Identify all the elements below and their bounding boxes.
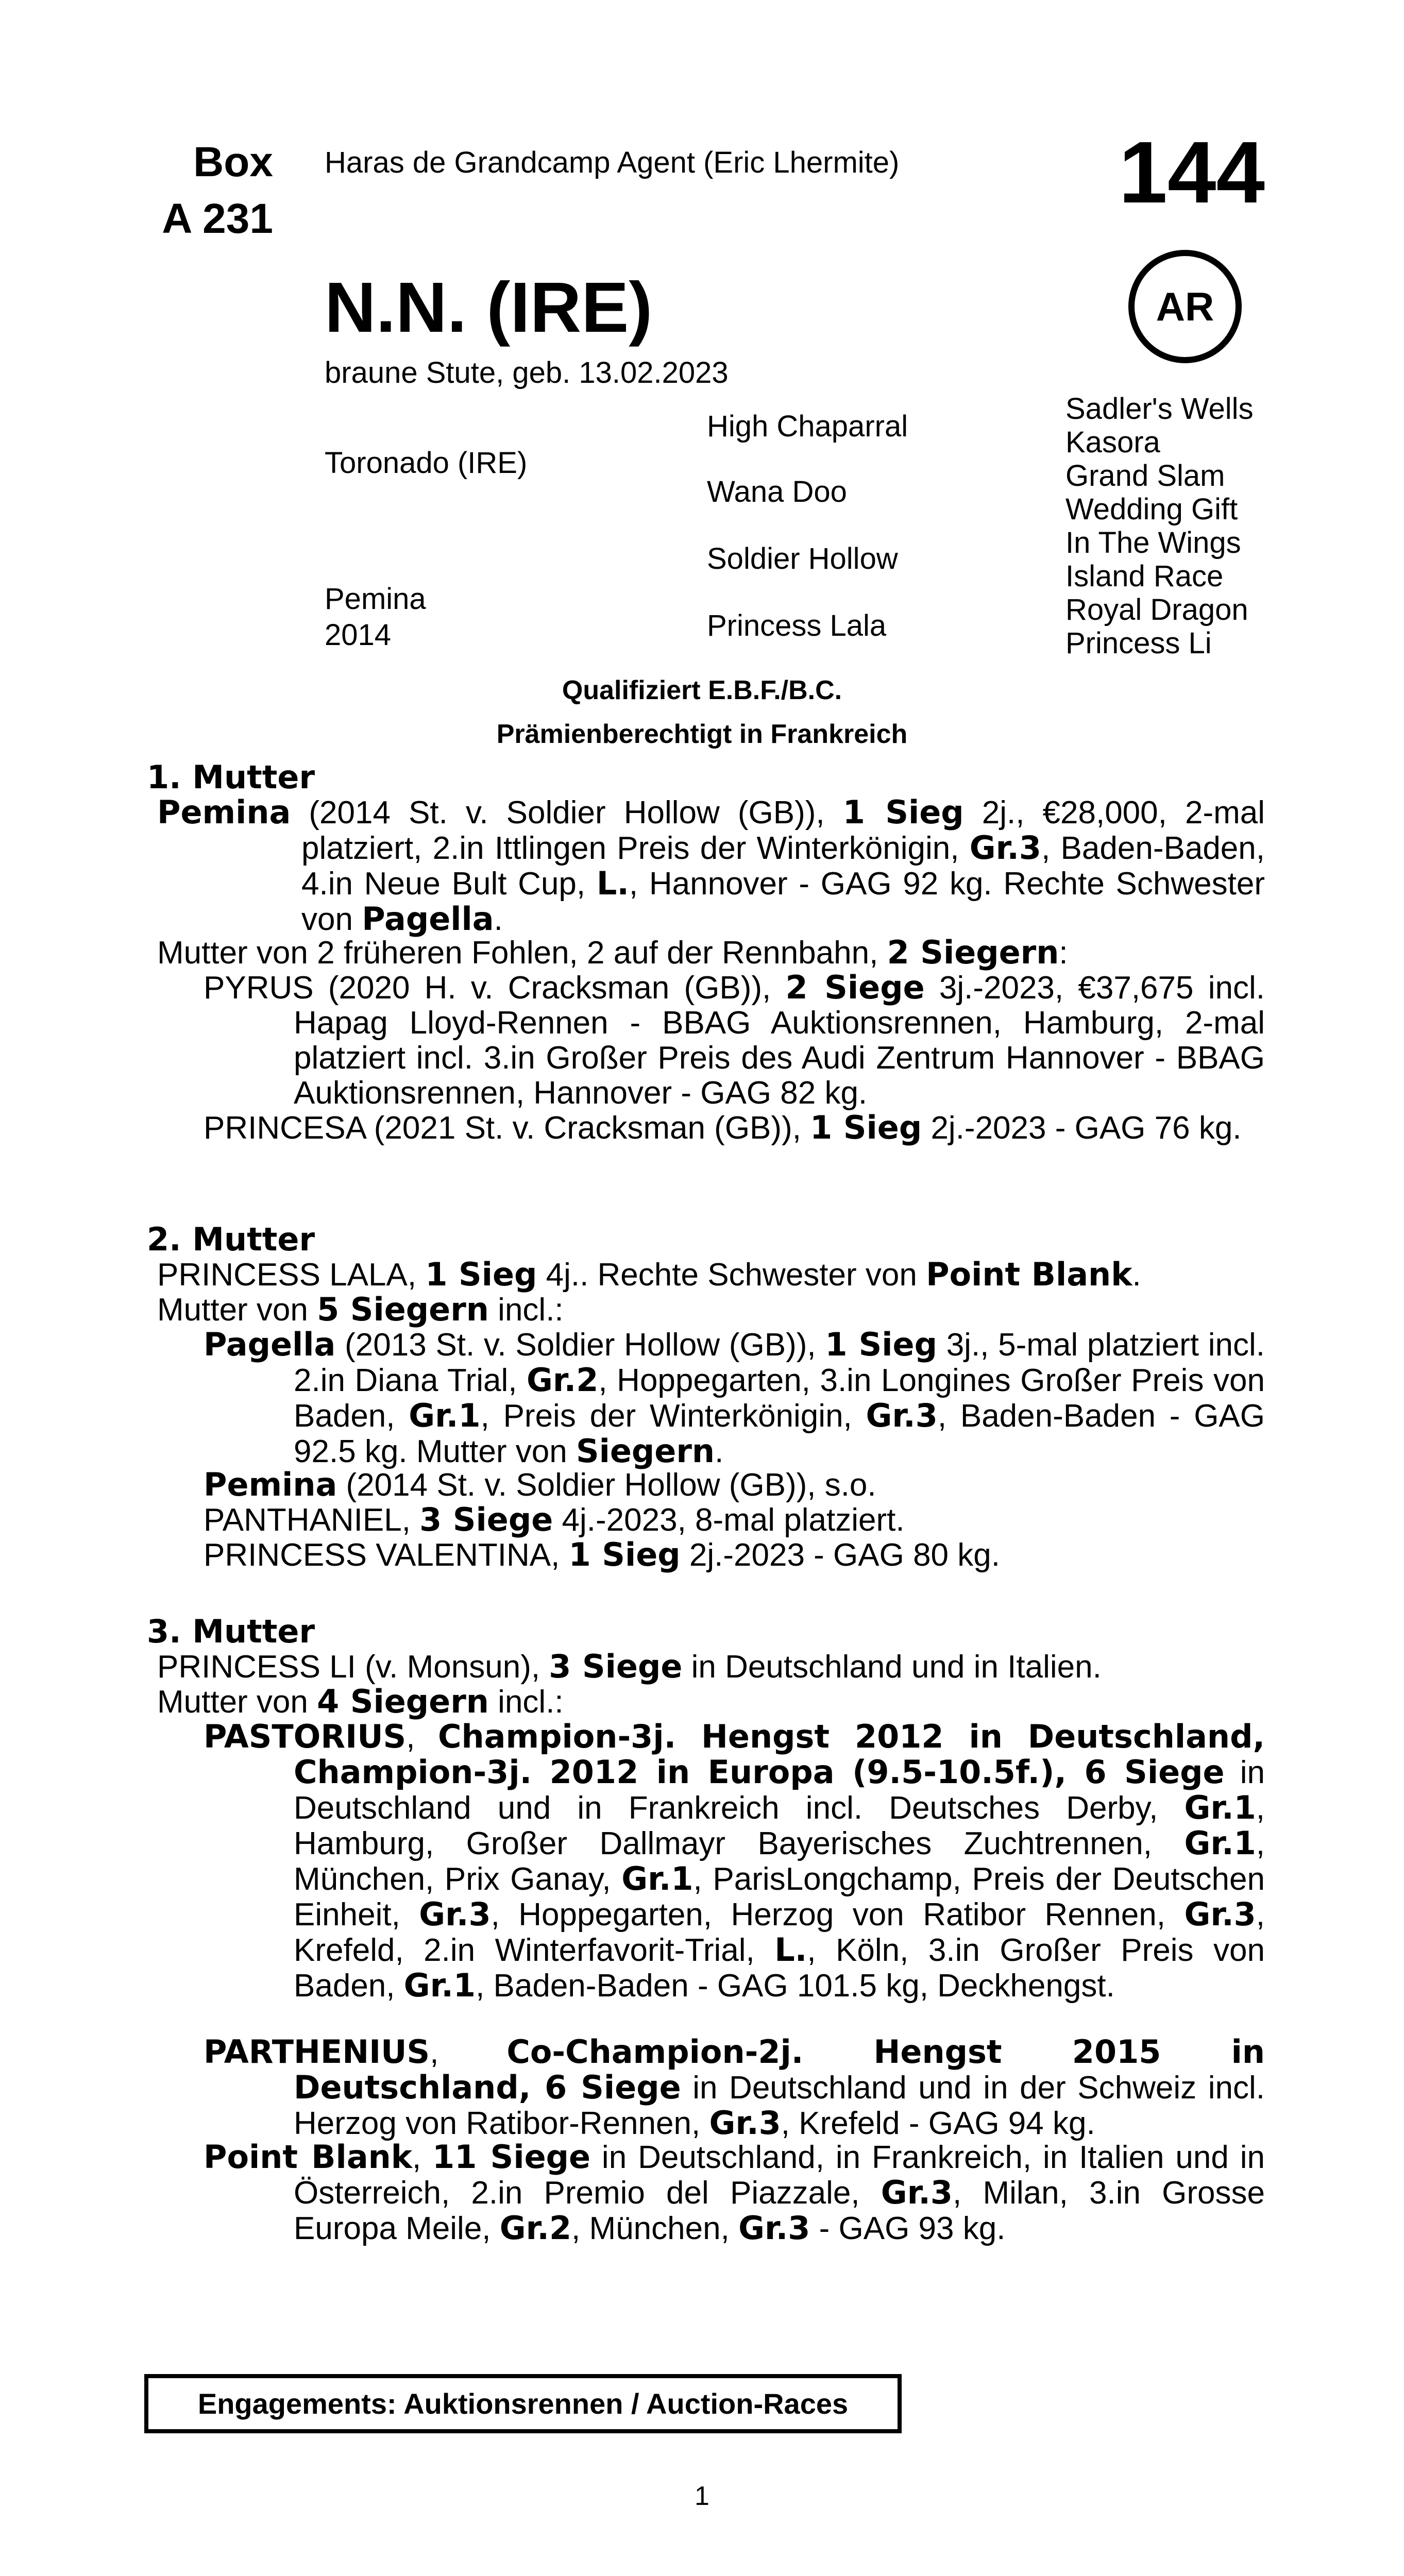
offspring-entry (204, 1327, 1265, 1469)
pedigree-grandparent: Soldier Hollow (707, 542, 898, 575)
offspring-grade: Gr.3 (738, 2209, 810, 2247)
box-label: Box (193, 139, 273, 185)
offspring-text: , Krefeld - GAG 94 kg. (781, 2106, 1095, 2141)
ar-badge-label: AR (1156, 283, 1214, 329)
page-number: 1 (695, 2481, 709, 2511)
pedigree-grandparent: Wana Doo (707, 475, 847, 509)
dam-text: (2014 St. v. Soldier Hollow (GB)), (291, 795, 843, 831)
offspring-wins: 2 Siege (785, 969, 925, 1006)
offspring-text: , München, (571, 2211, 739, 2246)
winners-count: 5 Siegern (317, 1291, 489, 1328)
offspring-text: (2014 St. v. Soldier Hollow (GB)), s.o. (337, 1467, 876, 1503)
section-heading: 2. Mutter (147, 1221, 315, 1258)
offspring-grade: Gr.2 (499, 2209, 572, 2247)
section-heading: 3. Mutter (147, 1613, 315, 1650)
winners-text: Mutter von (157, 1684, 317, 1720)
pedigree-sire: Toronado (IRE) (325, 446, 528, 480)
offspring-entry (204, 1719, 1265, 2004)
offspring-text: PRINCESA (2021 St. v. Cracksman (GB)), (204, 1110, 810, 1146)
offspring-grade: Gr.3 (881, 2174, 953, 2211)
foals-winners: 2 Siegern (887, 934, 1059, 971)
granddam-text: . (1132, 1257, 1141, 1293)
horse-name: N.N. (IRE) (325, 268, 653, 347)
granddam-wins: 1 Sieg (425, 1256, 537, 1293)
offspring-text: , Hoppegarten, 3.in Longines Großer Preis von Baden, (294, 1363, 1265, 1434)
granddam-entry (157, 1257, 1291, 1293)
vendor: Haras de Grandcamp Agent (Eric Lhermite) (325, 146, 900, 179)
offspring-entry (204, 2140, 1265, 2246)
pedigree-great-grandparent: Royal Dragon (1065, 593, 1248, 626)
offspring-text: , Baden-Baden - GAG 92.5 kg. Mutter von (294, 1398, 1265, 1469)
offspring-text: PRINCESS VALENTINA, (204, 1537, 569, 1573)
offspring-name: Point Blank (204, 2138, 413, 2176)
offspring-grade: Gr.1 (621, 1860, 693, 1897)
foals-summary (157, 935, 1291, 971)
pedigree-dam: Pemina (325, 582, 426, 616)
pedigree-grandparent: Princess Lala (707, 609, 887, 642)
pedigree-great-grandparent: Sadler's Wells (1065, 392, 1254, 426)
dam-sister: Pagella (362, 900, 494, 938)
horse-description: braune Stute, geb. 13.02.2023 (325, 356, 729, 389)
offspring-text: , (430, 2035, 507, 2070)
offspring-text: , (406, 1719, 438, 1755)
offspring-text: , Baden-Baden - GAG 101.5 kg, Deckhengst. (476, 1968, 1115, 2004)
offspring-grade: Gr.1 (403, 1967, 476, 2004)
engagements-box (144, 2374, 902, 2433)
offspring-text: , Hoppegarten, Herzog von Ratibor Rennen, (490, 1897, 1185, 1933)
offspring-grade: L. (774, 1931, 807, 1969)
offspring-wins: 1 Sieg (810, 1109, 922, 1146)
offspring-wins: 3 Siege (419, 1501, 553, 1538)
offspring-text: , ParisLongchamp, Preis der Deutschen Einheit, (294, 1861, 1265, 1933)
offspring-text: , Hamburg, Großer Dallmayr Bayerisches Zuchtrennen, (294, 1790, 1265, 1861)
offspring-grade: Gr.3 (709, 2104, 781, 2142)
pedigree-great-grandparent: Island Race (1065, 560, 1224, 593)
winners-text: Mutter von (157, 1292, 317, 1328)
offspring-grade: Gr.1 (409, 1397, 481, 1434)
dam-grade: L. (596, 865, 629, 902)
offspring-wins: 11 Siege (432, 2138, 591, 2176)
dam-entry (157, 795, 1265, 937)
dam-text: . (494, 902, 503, 937)
qualification: Prämienberechtigt in Frankreich (496, 719, 908, 749)
dam-grade: Gr.3 (969, 829, 1042, 867)
lot-number: 144 (1119, 124, 1265, 222)
offspring-text: 2j.-2023 - GAG 80 kg. (680, 1537, 1000, 1573)
ar-badge (1128, 250, 1242, 363)
offspring-grade: Gr.3 (1184, 1895, 1256, 1933)
offspring-entry (204, 1110, 1265, 1146)
offspring-grade: Gr.2 (527, 1361, 599, 1399)
offspring-name: Pemina (204, 1466, 337, 1503)
granddam-text: 4j.. Rechte Schwester von (537, 1257, 926, 1293)
offspring-text: in Deutschland, in Frankreich, in Italien und in Österreich, 2.in Premio del Piazzale, (294, 2140, 1265, 2211)
dam-name: Pemina (157, 793, 291, 831)
offspring-name: Pagella (204, 1326, 336, 1363)
offspring-text: , Köln, 3.in Großer Preis von Baden, (294, 1933, 1265, 2004)
box-number: A 231 (162, 195, 273, 242)
winners-text: incl.: (488, 1684, 564, 1720)
offspring-winners: Siegern (576, 1432, 715, 1470)
third-dam-text: PRINCESS LI (v. Monsun), (157, 1649, 549, 1685)
offspring-text: . (715, 1434, 724, 1469)
pedigree-great-grandparent: In The Wings (1065, 526, 1241, 560)
pedigree-grandparent: High Chaparral (707, 410, 908, 443)
winners-summary (157, 1684, 1291, 1720)
foals-text: : (1059, 935, 1068, 971)
offspring-grade: Gr.3 (866, 1397, 938, 1434)
winners-count: 4 Siegern (317, 1683, 489, 1720)
offspring-grade: Gr.3 (419, 1895, 491, 1933)
third-dam-entry (157, 1649, 1291, 1685)
offspring-entry (204, 1537, 1285, 1573)
winners-summary (157, 1292, 1291, 1328)
granddam-text: PRINCESS LALA, (157, 1257, 426, 1293)
section-heading: 1. Mutter (147, 758, 315, 796)
offspring-text: , München, Prix Ganay, (294, 1826, 1265, 1897)
dam-text: , Baden-Baden, 4.in Neue Bult Cup, (301, 831, 1265, 902)
third-dam-text: in Deutschland und in Italien. (682, 1649, 1102, 1685)
dam-text: , Hannover - GAG 92 kg. Rechte Schwester von (301, 866, 1265, 937)
offspring-honours: Co-Champion-2j. Hengst 2015 in Deutschland, 6 Siege (294, 2033, 1265, 2106)
pedigree-dam-year: 2014 (325, 618, 392, 652)
qualification: Qualifiziert E.B.F./B.C. (562, 675, 842, 705)
offspring-honours: Champion-3j. Hengst 2012 in Deutschland, Champion-3j. 2012 in Europa (9.5-10.5f.), 6 Siege (294, 1718, 1265, 1791)
offspring-text: , (412, 2140, 433, 2175)
dam-wins: 1 Sieg (842, 793, 964, 831)
offspring-entry (204, 970, 1265, 1111)
pedigree-great-grandparent: Kasora (1065, 426, 1160, 459)
pedigree-great-grandparent: Wedding Gift (1065, 493, 1238, 526)
foals-text: Mutter von 2 früheren Fohlen, 2 auf der Rennbahn, (157, 935, 887, 971)
offspring-text: PYRUS (2020 H. v. Cracksman (GB)), (204, 970, 786, 1006)
offspring-text: in Deutschland und in Frankreich incl. Deutsches Derby, (294, 1755, 1265, 1826)
offspring-wins: 1 Sieg (568, 1536, 681, 1573)
offspring-grade: Gr.1 (1184, 1789, 1256, 1826)
offspring-name: PARTHENIUS (204, 2033, 430, 2071)
offspring-text: - GAG 93 kg. (810, 2211, 1006, 2246)
offspring-text: 2j.-2023 - GAG 76 kg. (922, 1110, 1242, 1146)
third-dam-wins: 3 Siege (549, 1648, 683, 1685)
offspring-text: , Krefeld, 2.in Winterfavorit-Trial, (294, 1897, 1265, 1968)
offspring-entry (204, 1467, 1285, 1503)
dam-text: 2j., €28,000, 2-mal platziert, 2.in Ittlingen Preis der Winterkönigin, (301, 795, 1265, 866)
offspring-text: 3j., 5-mal platziert incl. 2.in Diana Trial, (294, 1327, 1265, 1398)
winners-text: incl.: (488, 1292, 564, 1328)
offspring-text: 3j.-2023, €37,675 incl. Hapag Lloyd-Rennen - BBAG Auktionsrennen, Hamburg, 2-mal platziert incl. 3.in Großer Preis des Audi Zentrum Hannover - BBAG Auktionsrennen, Hannover - GAG 82 kg. (294, 970, 1265, 1111)
pedigree-great-grandparent: Grand Slam (1065, 459, 1225, 493)
engagements-label: Engagements: Auktionsrennen / Auction-Races (197, 2387, 849, 2420)
offspring-text: , Preis der Winterkönigin, (480, 1398, 866, 1434)
offspring-name: PASTORIUS (204, 1718, 407, 1755)
offspring-wins: 1 Sieg (825, 1326, 937, 1363)
offspring-entry (204, 2035, 1265, 2141)
offspring-entry (204, 1502, 1285, 1538)
offspring-text: PANTHANIEL, (204, 1502, 420, 1538)
offspring-text: , Milan, 3.in Grosse Europa Meile, (294, 2175, 1265, 2246)
offspring-text: in Deutschland und in der Schweiz incl. Herzog von Ratibor-Rennen, (294, 2070, 1265, 2141)
offspring-text: 4j.-2023, 8-mal platziert. (553, 1502, 905, 1538)
offspring-text: (2013 St. v. Soldier Hollow (GB)), (335, 1327, 825, 1363)
granddam-sister: Point Blank (926, 1256, 1132, 1293)
pedigree-great-grandparent: Princess Li (1065, 626, 1212, 660)
offspring-grade: Gr.1 (1184, 1824, 1256, 1862)
